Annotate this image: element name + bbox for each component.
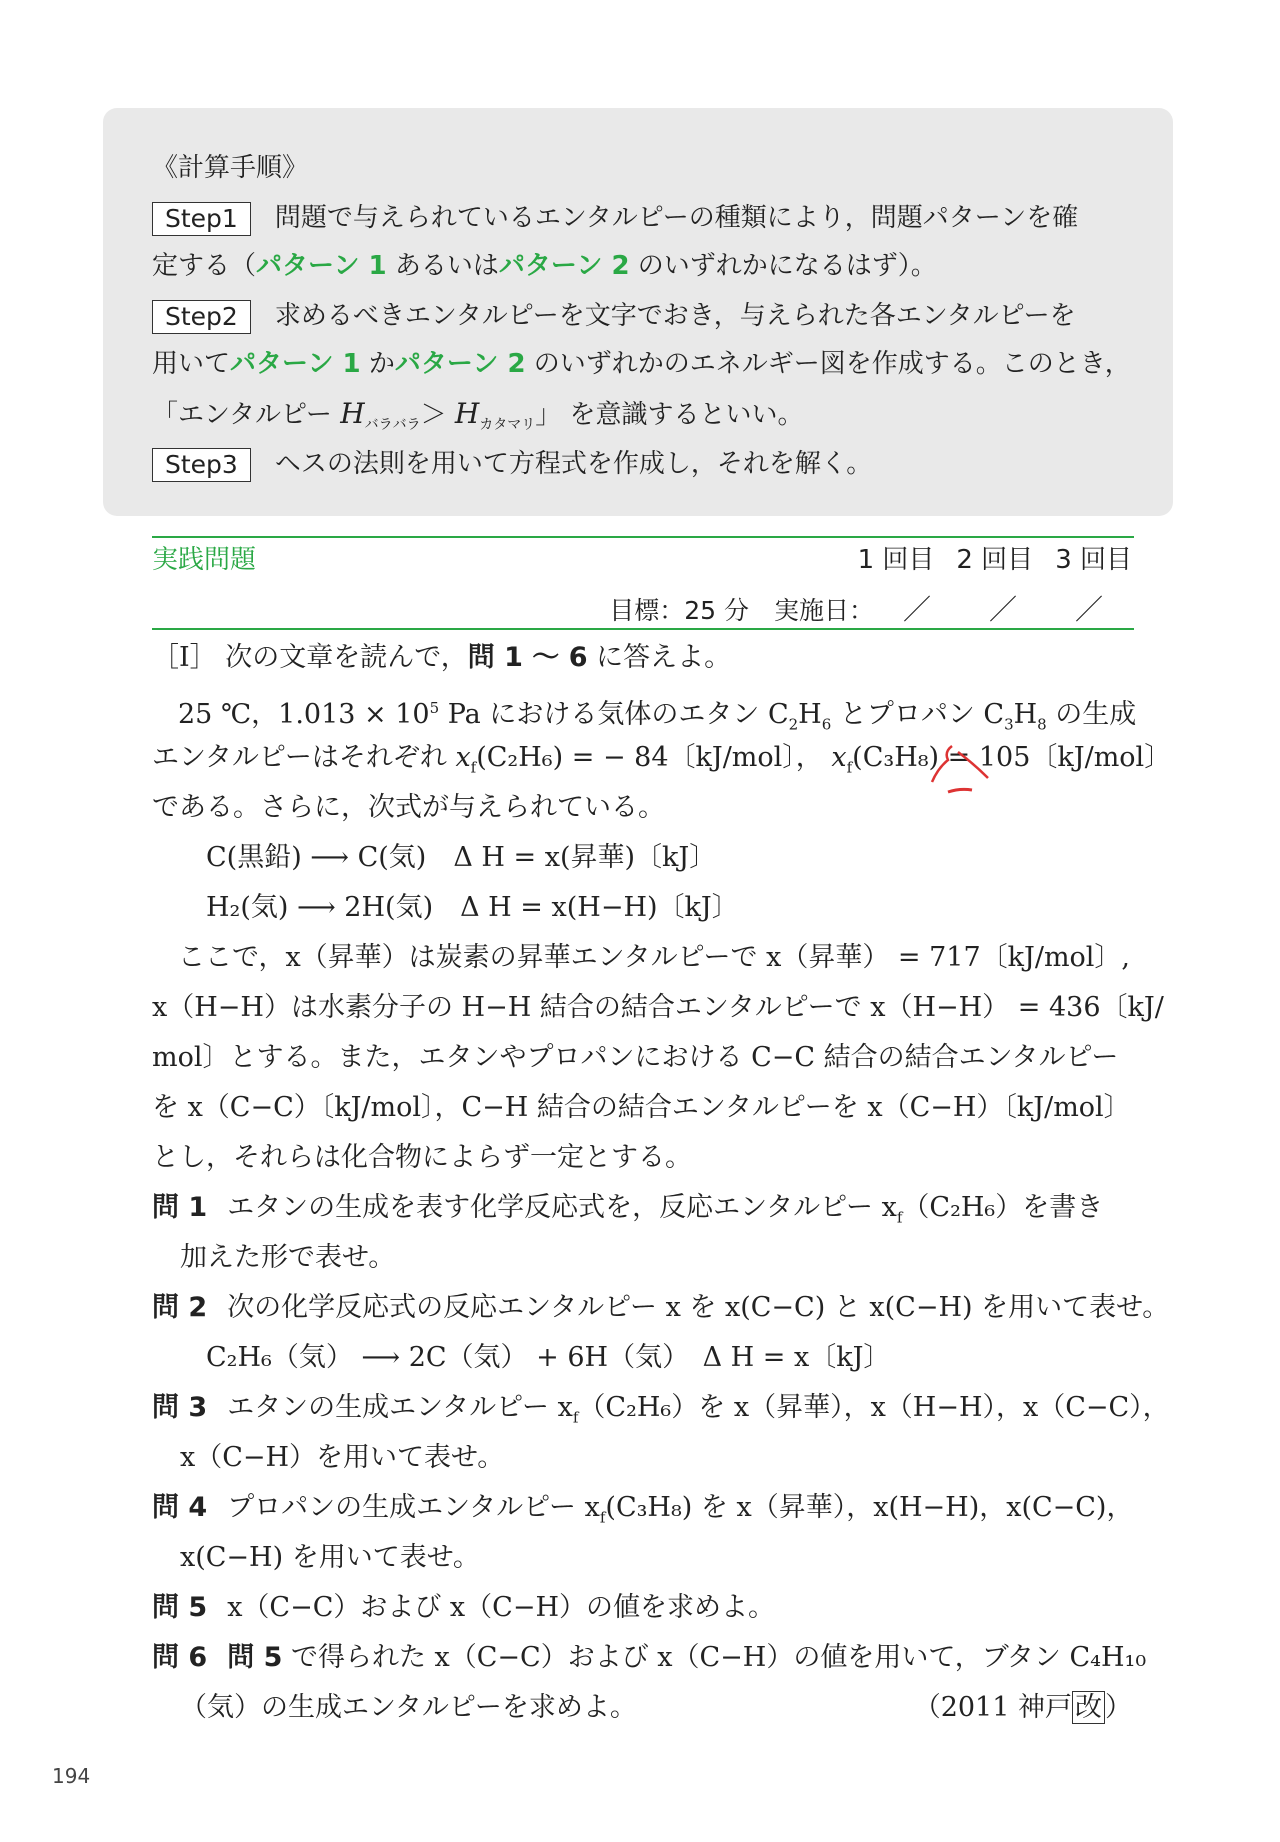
- question-2-equation: C₂H₆（気） ⟶ 2C（気） + 6H（気） Δ H = x〔kJ〕: [206, 1342, 891, 1373]
- paragraph-line-3: である。さらに，次式が与えられている。: [152, 792, 665, 823]
- step2-line: Step2 求めるべきエンタルピーを文字でおき，与えられた各エンタルピーを: [152, 296, 1076, 336]
- round-2: 2 回目: [956, 545, 1034, 575]
- step2-line-3: 「エンタルピー $H_{バラバラ}> H_{カタマリ}$」 を意識するといい。: [152, 397, 804, 433]
- goal-text: 目標：25 分 実施日：: [609, 596, 874, 625]
- step2-line-2: 用いてパターン 1 かパターン 2 のいずれかのエネルギー図を作成する。このとき，: [152, 349, 1131, 379]
- step3-tag: Step3: [152, 448, 251, 482]
- question-4-cont: x(C−H) を用いて表せ。: [180, 1542, 480, 1573]
- goal-row: 目標：25 分 実施日： ／ ／ ／: [609, 593, 1103, 626]
- equation-1: C(黒鉛) ⟶ C(気) Δ H = x(昇華)〔kJ〕: [206, 842, 717, 873]
- question-2: 問 2 次の化学反応式の反応エンタルピー x を x(C−C) と x(C−H) を用いて表せ。: [152, 1292, 1170, 1323]
- question-3-cont: x（C−H）を用いて表せ。: [180, 1442, 505, 1473]
- paragraph-line-4: ここで，x（昇華）は炭素の昇華エンタルピーで x（昇華） = 717〔kJ/mol〕,: [178, 942, 1131, 973]
- step1-line-2: 定する（パターン 1 あるいはパターン 2 のいずれかになるはず）。: [152, 251, 937, 281]
- question-1-cont: 加えた形で表せ。: [180, 1242, 396, 1273]
- paragraph-line-1: 25 ℃，$1.013 \times 10^5$ Pa における気体のエタン $C_2H_6$ とプロパン $C_3H_8$ の生成: [178, 699, 1137, 734]
- handwritten-minus-mark: [930, 742, 1000, 812]
- paragraph-line-8: とし，それらは化合物によらず一定とする。: [152, 1142, 692, 1173]
- step1-tag: Step1: [152, 202, 251, 236]
- paragraph-line-7: を x（C−C）〔kJ/mol〕，C−H 結合の結合エンタルピーを x（C−H）〔kJ/mol〕: [152, 1092, 1131, 1123]
- paragraph-line-2: エンタルピーはそれぞれ $x_f(C_2H_6)$ = − 84〔kJ/mol〕， $x_f(C_3H_8) = 105$〔kJ/mol〕: [152, 742, 1172, 777]
- header-top-rule: [152, 536, 1134, 538]
- question-5: 問 5 x（C−C）および x（C−H）の値を求めよ。: [152, 1592, 775, 1623]
- paragraph-line-6: mol〕とする。また，エタンやプロパンにおける C−C 結合の結合エンタルピー: [152, 1042, 1119, 1073]
- question-6-cont: （気）の生成エンタルピーを求めよ。: [180, 1692, 637, 1723]
- paragraph-line-5: x（H−H）は水素分子の H−H 結合の結合エンタルピーで x（H−H） = 436〔kJ/: [152, 992, 1164, 1023]
- step1-line: Step1 問題で与えられているエンタルピーの種類により，問題パターンを確: [152, 198, 1078, 238]
- question-1: 問 1 エタンの生成を表す化学反応式を，反応エンタルピー $x_f(C_2H_6)$を書き: [152, 1192, 1104, 1227]
- practice-title: 実践問題: [152, 545, 257, 575]
- source-citation: （2011 神戸 改 ）: [913, 1692, 1132, 1723]
- header-bottom-rule: [152, 628, 1134, 630]
- procedure-heading: 《計算手順》: [152, 153, 309, 183]
- page-number: 194: [52, 1764, 91, 1788]
- problem-intro: ［Ⅰ］ 次の文章を読んで，問 1 〜 6 に答えよ。: [152, 642, 732, 673]
- attempt-rounds: [836, 540, 1132, 580]
- step3-line: Step3 ヘスの法則を用いて方程式を作成し，それを解く。: [152, 444, 872, 484]
- round-3: 3 回目: [1055, 545, 1132, 575]
- question-4: 問 4 プロパンの生成エンタルピー $x_f(C_3H_8)$ を x（昇華），x(H−H)，x(C−C)，: [152, 1492, 1134, 1527]
- question-3: 問 3 エタンの生成エンタルピー $x_f(C_2H_6)$を x（昇華），x（H−H），x（C−C），: [152, 1392, 1170, 1427]
- equation-2: H₂(気) ⟶ 2H(気) Δ H = x(H−H)〔kJ〕: [206, 892, 739, 923]
- round-1: 1 回目: [857, 545, 935, 575]
- question-6: 問 6 問 5 で得られた x（C−C）および x（C−H）の値を用いて，ブタン C₄H₁₀: [152, 1642, 1147, 1673]
- step2-tag: Step2: [152, 300, 251, 334]
